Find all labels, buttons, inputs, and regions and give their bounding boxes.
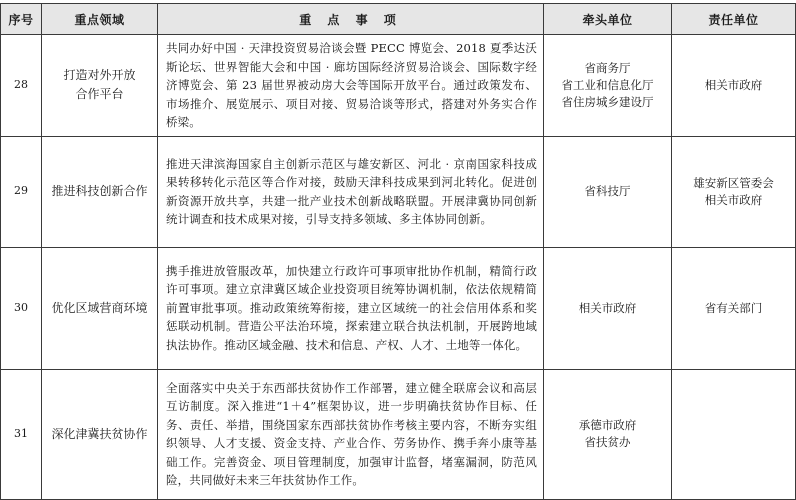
table-row xyxy=(1,136,796,247)
row-index: 29 xyxy=(1,136,42,247)
responsible-unit-line: 相关市政府 xyxy=(704,192,763,207)
row-area xyxy=(42,35,158,137)
header-area: 重点领域 xyxy=(42,4,158,35)
row-index: 30 xyxy=(1,247,42,369)
header-matters: 重 点 事 项 xyxy=(158,4,544,35)
row-matters: 共同办好中国 · 天津投资贸易洽谈会暨 PECC 博览会、2018 夏季达沃斯论坛、世界智能大会和中国 · 廊坊国际经济贸易洽谈会、国际数字经济博览会、第 23 届世界被动房大会等国际开放平台。通过政策发布、市场推介、展览展示、项目对接、贸易洽谈等形式，搭建对外务实合作桥梁。 xyxy=(158,35,544,137)
row-lead-unit xyxy=(544,247,672,369)
lead-unit-line: 省扶贫办 xyxy=(584,435,631,449)
row-area-line: 合作平台 xyxy=(75,87,124,102)
table-row xyxy=(1,247,796,369)
row-matters: 全面落实中央关于东西部扶贫协作工作部署，建立健全联席会议和高层互访制度。深入推进“1＋4”框架协议，进一步明确扶贫协作目标、任务、责任、举措，围绕国家东西部扶贫协作考核主要内容，不断夯实组织领导、人才支援、资金支持、产业合作、劳务协作、携手奔小康等基础工作。完善资金、项目管理制度，加强审计监督，堵塞漏洞，防范风险，共同做好未来三年扶贫协作工作。 xyxy=(158,369,544,499)
row-area-line: 打造对外开放 xyxy=(63,68,136,83)
row-lead-unit xyxy=(544,136,672,247)
row-responsible-unit xyxy=(672,136,796,247)
row-matters: 推进天津滨海国家自主创新示范区与雄安新区、河北 · 京南国家科技成果转移转化示范区等合作对接，鼓励天津科技成果到河北转化。促进创新资源开放共享，共建一批产业技术创新战略联盟。开展津冀协同创新统计调查和技术成果对接，引导支持多领域、多主体协同创新。 xyxy=(158,136,544,247)
row-area-line: 优化区域营商环境 xyxy=(51,300,148,315)
responsible-unit-line: 省有关部门 xyxy=(704,300,763,315)
row-area-line: 深化津冀扶贫协作 xyxy=(51,426,148,441)
lead-unit-line: 省科技厅 xyxy=(584,184,631,198)
responsible-unit-line: 雄安新区管委会 xyxy=(693,175,774,190)
lead-unit-line: 省工业和信息化厅 xyxy=(561,77,654,92)
lead-unit-line: 承德市政府 xyxy=(578,418,637,432)
table-header-row xyxy=(1,4,796,35)
header-index: 序号 xyxy=(1,4,42,35)
lead-unit-line: 省住房城乡建设厅 xyxy=(561,94,654,109)
row-area xyxy=(42,136,158,247)
key-matters-table xyxy=(0,3,796,500)
row-matters: 携手推进放管服改革，加快建立行政许可事项审批协作机制，精简行政许可事项。建立京津冀区域企业投资项目统筹协调机制，依法依规精简前置审批事项。推动政策统筹衔接，建立区域统一的社会信用体系和奖惩联动机制。营造公平法治环境，探索建立联合执法机制，开展跨地域执法协作。推动区域金融、技术和信息、产权、人才、土地等一体化。 xyxy=(158,247,544,369)
responsible-unit-line: 相关市政府 xyxy=(704,77,763,92)
row-area-line: 推进科技创新合作 xyxy=(51,184,148,198)
table-row xyxy=(1,35,796,137)
row-lead-unit xyxy=(544,35,672,137)
lead-unit-line: 相关市政府 xyxy=(578,300,637,315)
header-responsible-unit: 责任单位 xyxy=(672,4,796,35)
row-responsible-unit xyxy=(672,247,796,369)
row-index: 31 xyxy=(1,369,42,499)
row-responsible-unit xyxy=(672,35,796,137)
header-lead-unit: 牵头单位 xyxy=(544,4,672,35)
row-index: 28 xyxy=(1,35,42,137)
lead-unit-line: 省商务厅 xyxy=(584,60,631,75)
row-area xyxy=(42,247,158,369)
